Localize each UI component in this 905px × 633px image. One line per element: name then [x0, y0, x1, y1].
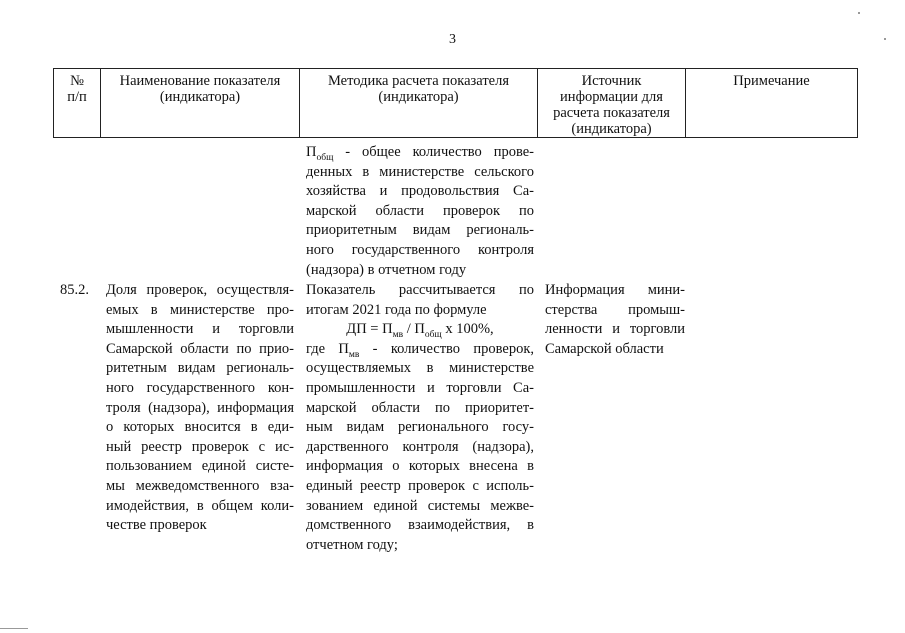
- header-number-line2: п/п: [67, 89, 87, 105]
- method-line: дарственного контроля (надзора),: [306, 438, 534, 455]
- continuation-line: денных в министерстве сельского: [306, 163, 534, 180]
- indicator-name-line: о которых вносится в еди-: [106, 419, 294, 436]
- indicator-name-line: имодействия, в общем коли-: [106, 497, 294, 514]
- header-method-line1: Методика расчета показателя: [327, 73, 509, 89]
- header-source: [538, 69, 686, 138]
- header-note-line1: Примечание: [733, 73, 810, 89]
- method-line: марской области по приоритет-: [306, 399, 534, 416]
- indicator-name: [106, 281, 294, 536]
- continuation-line: хозяйства и продовольствия Са-: [306, 183, 534, 200]
- header-source-line2: информации для: [560, 89, 663, 105]
- page-number: 3: [449, 32, 456, 47]
- continuation-line: марской области проверок по: [306, 202, 534, 219]
- source-line: Самарской области: [545, 340, 664, 357]
- method-line: единый реестр проверок с исполь-: [306, 477, 534, 494]
- header-indicator-name-line2: (индикатора): [159, 89, 241, 105]
- scan-mark: [858, 12, 860, 14]
- method-line: промышленности и торговли Са-: [306, 379, 534, 396]
- indicator-name-line: мышленности и торговли: [106, 321, 294, 338]
- method-line: итогам 2021 года по формуле: [306, 301, 487, 318]
- indicator-name-line: троля (надзора), информация: [106, 399, 294, 416]
- scan-mark: [884, 38, 886, 40]
- indicator-name-line: ный реестр проверок с ис-: [106, 438, 294, 455]
- header-source-line1: Источник: [581, 73, 642, 89]
- row-number-text: 85.2.: [60, 282, 89, 298]
- continuation-line: приоритетным видам региональ-: [306, 222, 534, 239]
- header-method-line2: (индикатора): [378, 89, 459, 105]
- indicator-name-line: Доля проверок, осуществля-: [106, 282, 294, 298]
- source-line: стерства промыш-: [545, 301, 685, 318]
- header-number-line1: №: [70, 73, 84, 89]
- method-line: домственного взаимодействия, в: [306, 517, 534, 534]
- header-note: [686, 69, 858, 138]
- continuation-line-1: $П_{общ}$ - общее количество прове-: [306, 144, 534, 163]
- information-source: [545, 281, 685, 359]
- method-line: Показатель рассчитывается по: [306, 282, 534, 298]
- source-line: Информация мини-: [545, 282, 685, 298]
- header-source-line3: расчета показателя: [553, 105, 670, 121]
- indicator-name-line: честве проверок: [106, 517, 207, 534]
- continuation-line: (надзора) в отчетном году: [306, 261, 467, 278]
- indicator-name-line: ного государственного кон-: [106, 379, 294, 396]
- header-source-line4: (индикатора): [571, 121, 652, 137]
- scan-mark: [0, 628, 28, 629]
- method-line: отчетном году;: [306, 536, 398, 553]
- continuation-text: [306, 143, 534, 280]
- calculation-method: [306, 281, 534, 555]
- header-method: [300, 69, 538, 138]
- header-indicator-name-line1: Наименование показателя: [119, 73, 281, 89]
- source-line: ленности и торговли: [545, 321, 685, 338]
- method-line: информация о которых внесена в: [306, 458, 534, 475]
- method-where-line: где $П_{мв}$ - количество проверок,: [306, 340, 534, 360]
- header-row: [54, 69, 858, 138]
- indicator-name-line: пользованием единой систе-: [106, 458, 294, 475]
- method-line: ным видам регионального госу-: [306, 419, 534, 436]
- continuation-line: ного государственного контроля: [306, 241, 534, 258]
- header-number: [54, 69, 101, 138]
- method-line: осуществляемых в министерстве: [306, 360, 534, 377]
- method-formula: ДП = $П_{мв} / П_{общ}$ x 100%,: [346, 321, 494, 341]
- method-line: зованием единой системы межве-: [306, 497, 534, 514]
- indicator-name-line: мы межведомственного вза-: [106, 477, 294, 494]
- header-indicator-name: [101, 69, 300, 138]
- indicator-name-line: Самарской области по прио-: [106, 340, 294, 357]
- indicator-name-line: емых в министерстве про-: [106, 301, 294, 318]
- indicator-name-line: ритетным видам региональ-: [106, 360, 294, 377]
- row-number: [60, 281, 100, 301]
- table-header: [53, 68, 858, 138]
